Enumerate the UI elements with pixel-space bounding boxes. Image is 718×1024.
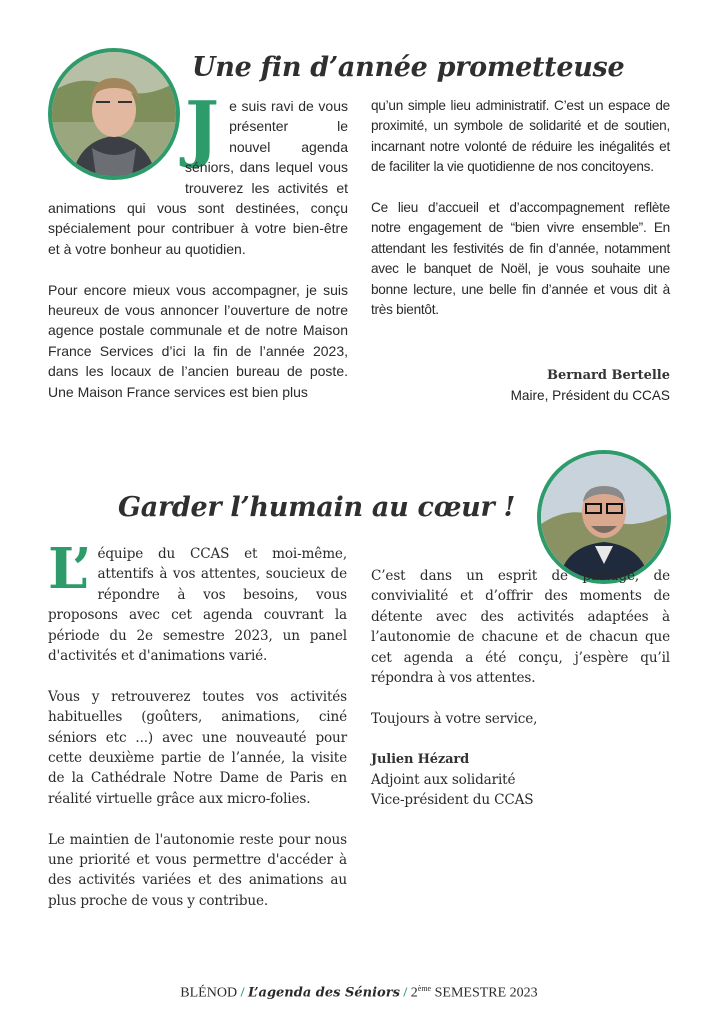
paragraph: qu’un simple lieu administratif. C’est un espace de proximité, un symbole de solidarité et de soutien, incarnant notre volonté de réduire les inégalités et de faciliter la vie quotidienne de nos concitoyens. — [371, 98, 670, 175]
portrait-illustration — [541, 454, 667, 580]
footer-town: BLÉNOD — [180, 985, 238, 1001]
section2-signature — [371, 750, 670, 810]
footer-separator: / — [403, 985, 408, 1001]
paragraph: équipe du CCAS et moi-même, attentifs à vos attentes, soucieux de répondre à vos besoins, vous proposons avec cet agenda couvrant la période du 2e semestre 2023, un panel d'activités et d'animations varié. — [48, 546, 347, 665]
paragraph: e suis ravi de vous présenter le nouvel agenda séniors, dans lequel vous trouverez les activités et animations qui vous sont destinées, conçu spécialement pour contribuer à votre bien-être et à votre bonheur au quotidien. — [48, 98, 348, 257]
page-footer — [0, 984, 718, 1002]
dropcap-letter: L’ — [48, 536, 90, 602]
section2-column-right — [371, 566, 670, 810]
signature-name: Julien Hézard — [371, 751, 470, 767]
paragraph: Toujours à votre service, — [371, 710, 538, 727]
footer-semester-number: 2 — [410, 985, 418, 1001]
signature-name: Bernard Bertelle — [547, 368, 670, 383]
paragraph: Le maintien de l'autonomie reste pour nous une priorité et vous permettre d'accéder à des activités variées et des animations au plus proche de vous y contribue. — [48, 831, 347, 909]
footer-separator: / — [240, 985, 245, 1001]
photo-wrap-spacer — [48, 96, 185, 198]
section1-title: Une fin d’année prometteuse — [192, 52, 625, 83]
section2-column-left — [48, 536, 347, 911]
signature-role: Maire, Président du CCAS — [510, 388, 670, 403]
paragraph: Pour encore mieux vous accompagner, je suis heureux de vous annoncer l’ouverture de notre agence postale communale et de notre Maison France Services d’ici la fin de l’année 2023, dans les locaux de l’ancien bureau de poste. Une Maison France services est bien plus — [48, 281, 348, 400]
dropcap-letter: J — [185, 85, 220, 170]
section1-column-right — [371, 96, 670, 320]
paragraph: Vous y retrouverez toutes vos activités habituelles (goûters, animations, ciné séniors etc ...) avec une nouveauté pour cette deuxième partie de l’année, la visite de la Cathédrale Notre Dame de Paris en réalité virtuelle grâce aux micro-folies. — [48, 688, 347, 807]
deputy-portrait-photo — [537, 450, 671, 584]
paragraph: C’est dans un esprit de partage, de convivialité et d’offrir des moments de détente avec des activités adaptées à l’autonomie de chacune et de chacun que cet agenda a été conçu, j’espère qu’il répondra à vos attentes. — [371, 568, 670, 687]
section1-column-left — [48, 85, 348, 402]
footer-semester-suffix: ème — [417, 984, 432, 993]
signature-role: Adjoint aux solidarité — [371, 771, 516, 788]
footer-magazine-title: L’agenda des Séniors — [247, 985, 400, 1001]
section2-title: Garder l’humain au cœur ! — [118, 492, 516, 523]
signature-role: Vice-président du CCAS — [371, 791, 534, 808]
paragraph: Ce lieu d’accueil et d’accompagnement reflète notre engagement de “bien vivre ensemble”. En attendant les festivités de fin d’année, notamment avec le banquet de Noël, je vous souhaite une bonne lecture, une belle fin d’année et vous dit à très bientôt. — [371, 200, 670, 318]
footer-semester-text: SEMESTRE 2023 — [434, 985, 538, 1001]
section1-signature — [511, 366, 670, 406]
